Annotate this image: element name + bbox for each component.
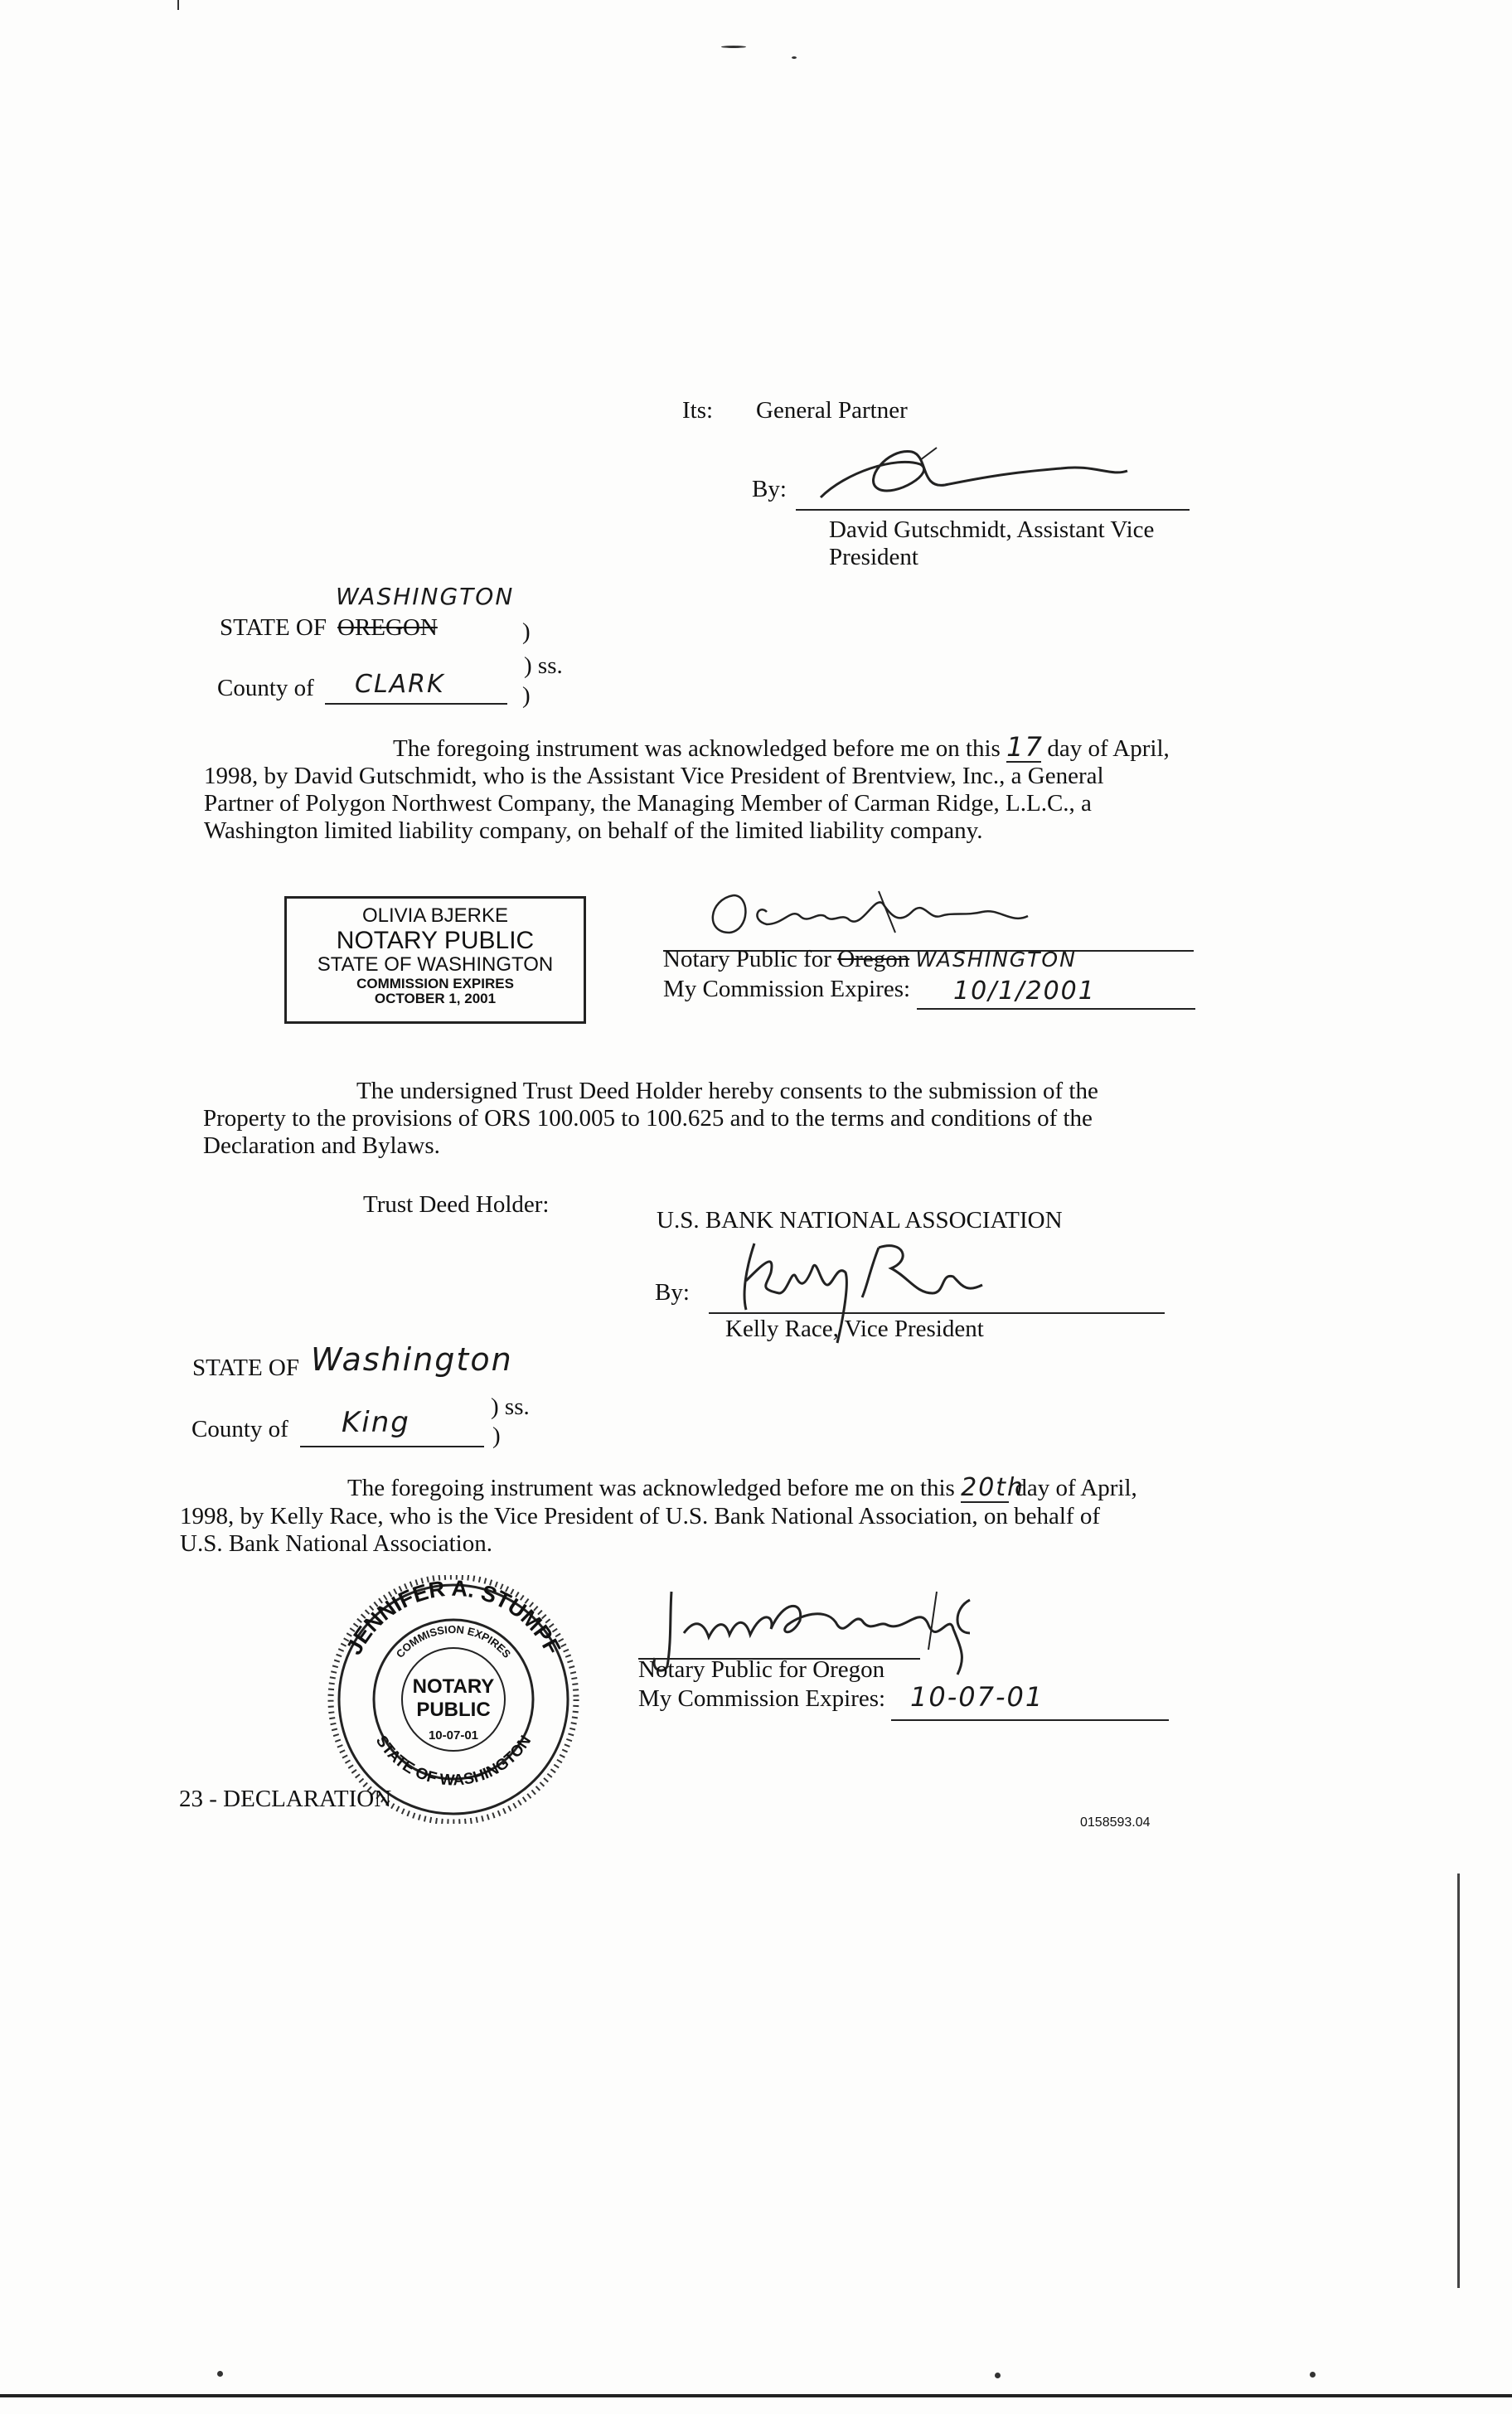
day-suffix-2: day of April, [1015,1475,1137,1501]
notary-stamp [284,896,586,1024]
scan-mark [177,0,179,10]
state-handwritten-2: Washington [311,1341,513,1378]
notary-public-for-label: Notary Public for [663,946,831,972]
county-label: County of [217,675,314,701]
signer-title: President [829,544,918,570]
its-value: General Partner [756,397,908,424]
day-handwritten-2: 20th [961,1473,1025,1502]
state-handwritten: WASHINGTON [336,583,515,610]
consent-line: Property to the provisions of ORS 100.005 to 100.625 and to the terms and conditions of the [203,1105,1093,1132]
ack-line: The foregoing instrument was acknowledged before me on this [393,735,1001,762]
seal-notary-text: NOTARY [412,1675,495,1698]
consent-line: The undersigned Trust Deed Holder hereby consents to the submission of the [356,1078,1098,1104]
state-label-2: STATE OF [192,1355,299,1381]
ack2-line: The foregoing instrument was acknowledged before me on this [347,1475,955,1501]
notary2-expires-handwritten: 10-07-01 [910,1681,1044,1713]
seal-commission-text: COMMISSION EXPIRES [393,1622,514,1660]
seal-date-text: 10-07-01 [428,1728,479,1743]
notary2-public-for: Notary Public for Oregon [638,1656,885,1683]
notary2-expires-label: My Commission Expires: [638,1685,886,1712]
day-suffix: day of April, [1047,735,1170,762]
signer-name: David Gutschmidt, Assistant Vice [829,516,1155,543]
county-label-2: County of [191,1416,288,1442]
commission-expires-handwritten: 10/1/2001 [953,977,1096,1006]
scan-edge-line [1457,1874,1460,2288]
notary-public-for-struck: Oregon [837,946,910,972]
scan-mark [995,2373,1001,2378]
stamp-title: NOTARY PUBLIC [336,927,535,955]
bank-signature-line [709,1312,1165,1314]
svg-text:JENNIFER A. STUMPF [342,1576,565,1659]
bank-name: U.S. BANK NATIONAL ASSOCIATION [657,1207,1063,1234]
county-line [325,703,507,705]
svg-text:COMMISSION EXPIRES [394,1623,514,1660]
county-handwritten-2: King [342,1406,410,1439]
scan-mark [217,2371,223,2377]
notary-public-for [663,945,1077,974]
county-bracket: ) [522,682,531,709]
county-line-2 [300,1446,484,1447]
ack2-line: U.S. Bank National Association. [180,1530,492,1557]
consent-paragraph [203,1078,1098,1160]
stamp-expiry: OCTOBER 1, 2001 [374,991,497,1007]
scan-mark [721,46,746,48]
acknowledgment-paragraph-2 [180,1474,1137,1558]
stamp-commission: COMMISSION EXPIRES [356,975,514,991]
county-bracket-2: ) [492,1423,501,1449]
ss-label-2: ) ss. [491,1394,530,1420]
bank-signer: Kelly Race, Vice President [725,1316,984,1342]
state-label: STATE OF [220,614,327,641]
gutschmidt-signature [796,439,1161,518]
ss-label: ) ss. [524,652,563,679]
stamp-name: OLIVIA BJERKE [361,904,509,927]
ack-line: 1998, by David Gutschmidt, who is the Assistant Vice President of Brentview, Inc., a General [204,763,1104,789]
signature-line [796,509,1190,511]
notary2-expires-line [891,1719,1169,1721]
scan-mark [792,56,797,59]
trust-deed-holder-label: Trust Deed Holder: [363,1191,550,1218]
document-code: 0158593.04 [1080,1815,1151,1830]
ack2-line: 1998, by Kelly Race, who is the Vice President of U.S. Bank National Association, on behalf of [180,1503,1101,1529]
its-label: Its: [682,397,714,424]
scan-edge-line [0,2394,1512,2397]
stamp-state: STATE OF WASHINGTON [317,953,554,977]
seal-name-text: JENNIFER A. STUMPF [341,1575,566,1659]
ack-line: Partner of Polygon Northwest Company, the Managing Member of Carman Ridge, L.L.C., a [204,790,1092,817]
bjerke-signature [700,879,1049,953]
scan-mark [1310,2372,1316,2378]
day-handwritten: 17 [1006,731,1044,763]
commission-expires-label: My Commission Expires: [663,976,911,1002]
consent-line: Declaration and Bylaws. [203,1132,440,1159]
by-label: By: [752,476,787,502]
acknowledgment-paragraph [204,731,1170,845]
state-struck: OREGON [337,614,438,641]
seal-public-text: PUBLIC [416,1699,491,1721]
bank-by-label: By: [655,1279,690,1306]
seal-state-text: STATE OF WASHINGTON [371,1733,536,1790]
county-handwritten: CLARK [355,670,445,699]
state-bracket: ) [522,618,531,645]
expires-line [917,1008,1195,1010]
ack-line: Washington limited liability company, on behalf of the limited liability company. [204,817,983,844]
page-label: 23 - DECLARATION [179,1786,392,1812]
notary-public-for-handwritten: WASHINGTON [915,948,1077,972]
